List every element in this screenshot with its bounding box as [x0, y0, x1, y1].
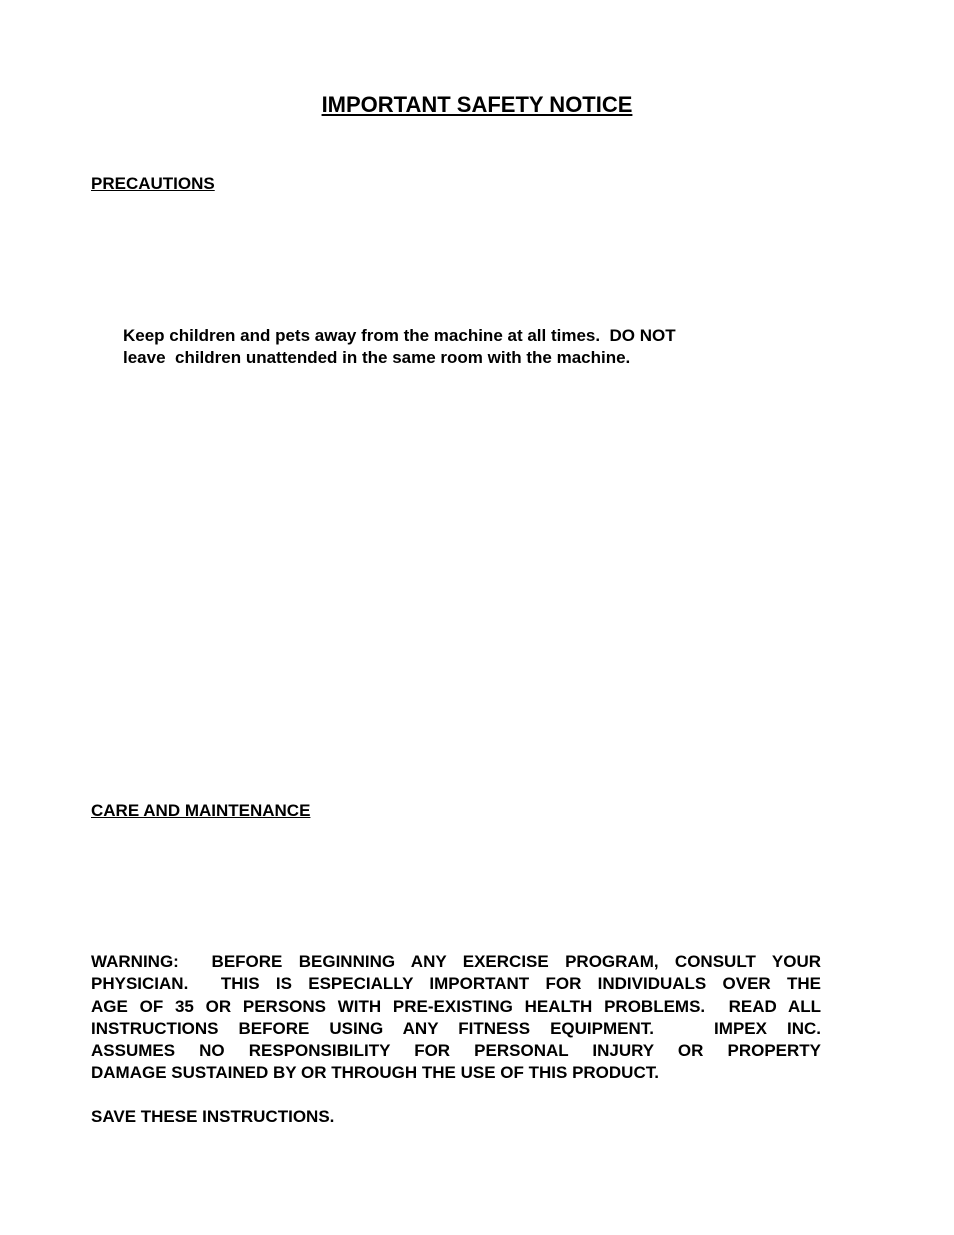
save-instructions-note: SAVE THESE INSTRUCTIONS.: [91, 1107, 335, 1126]
warning-line: ASSUMES NO RESPONSIBILITY FOR PERSONAL INJURY OR PROPERTY: [91, 1041, 821, 1061]
page-title: IMPORTANT SAFETY NOTICE: [321, 92, 633, 117]
precautions-heading: PRECAUTIONS: [91, 174, 215, 193]
precaution-line: Keep children and pets away from the machine at all times. DO NOT: [123, 326, 676, 345]
warning-paragraph: [91, 951, 821, 1085]
care-maintenance-heading: CARE AND MAINTENANCE: [91, 801, 311, 820]
precaution-item: [123, 325, 763, 369]
warning-line: PHYSICIAN. THIS IS ESPECIALLY IMPORTANT FOR INDIVIDUALS OVER THE: [91, 974, 821, 994]
warning-line: INSTRUCTIONS BEFORE USING ANY FITNESS EQUIPMENT. IMPEX INC.: [91, 1018, 821, 1038]
warning-line: DAMAGE SUSTAINED BY OR THROUGH THE USE OF THIS PRODUCT.: [91, 1063, 659, 1083]
warning-line: WARNING: BEFORE BEGINNING ANY EXERCISE PROGRAM, CONSULT YOUR: [91, 952, 821, 971]
precaution-line: leave children unattended in the same room with the machine.: [123, 348, 631, 367]
warning-line: AGE OF 35 OR PERSONS WITH PRE-EXISTING HEALTH PROBLEMS. READ ALL: [91, 996, 821, 1016]
